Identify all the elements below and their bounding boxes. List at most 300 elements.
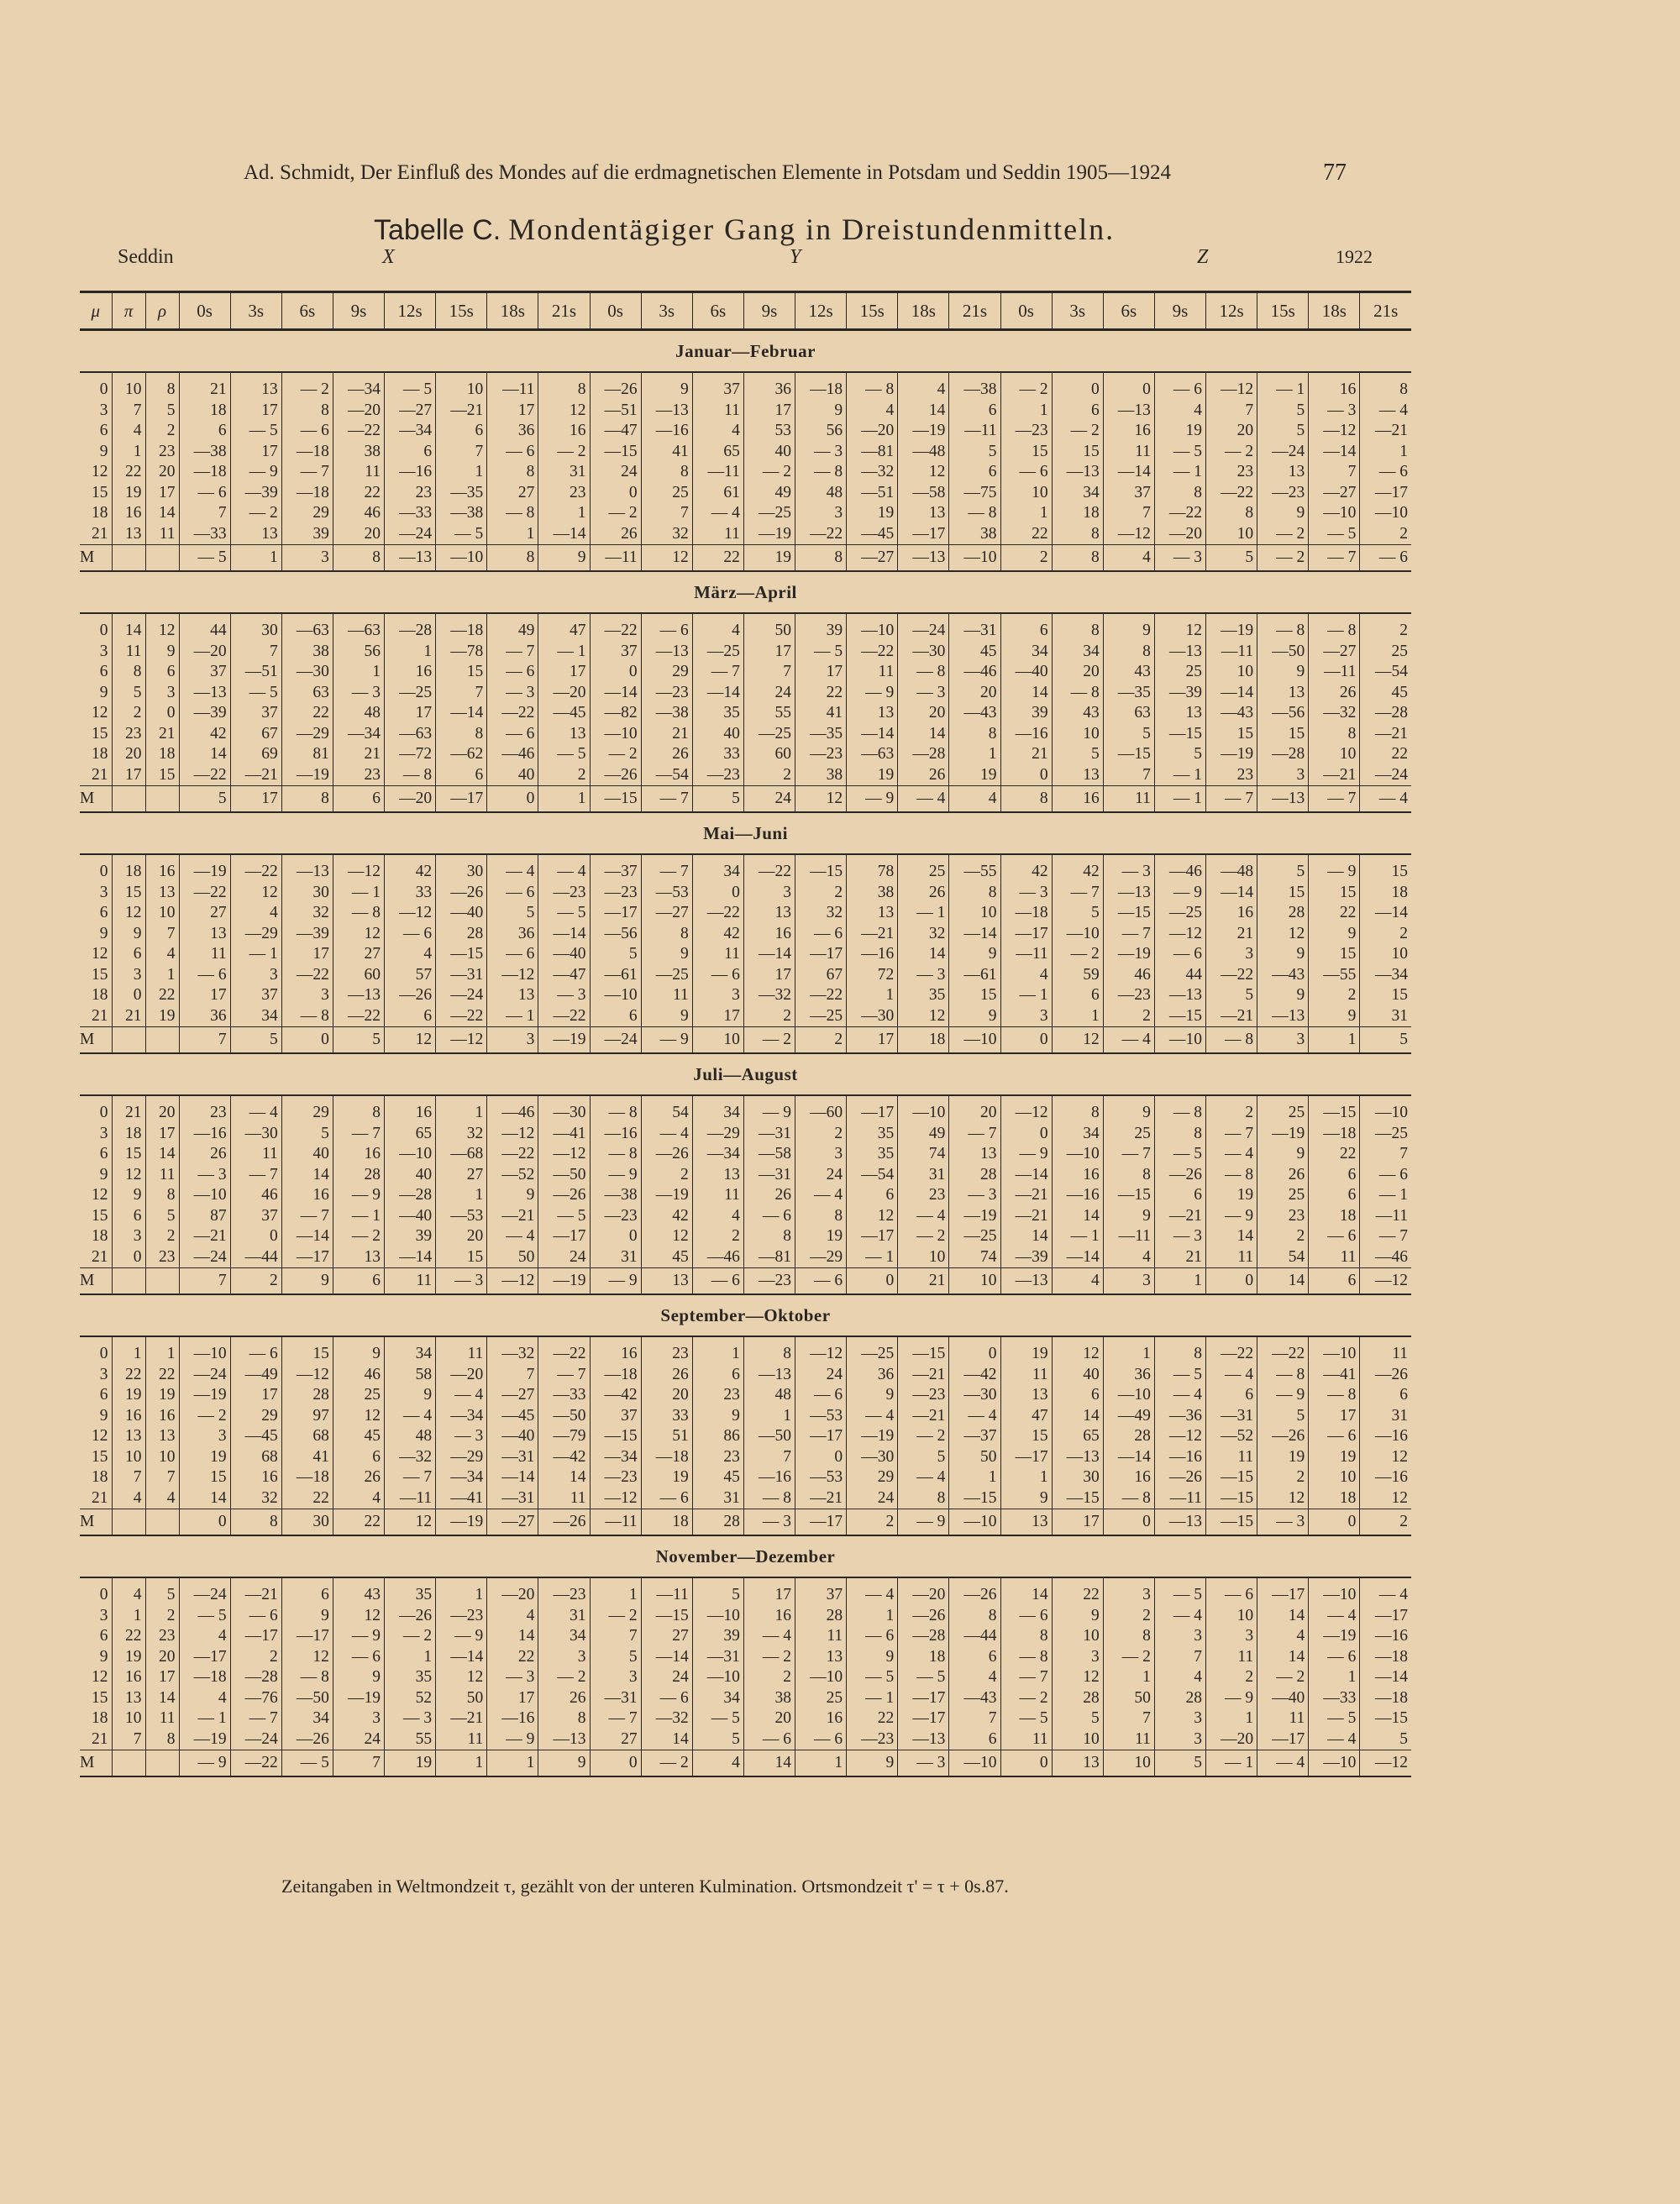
- table-cell: —10: [1360, 1095, 1411, 1124]
- table-cell: 24: [743, 683, 795, 704]
- table-cell: 14: [145, 503, 179, 524]
- table-cell: 2: [847, 1509, 898, 1536]
- table-cell: —32: [847, 462, 898, 483]
- table-cell: 4: [1000, 965, 1052, 986]
- table-cell: 1: [692, 1336, 743, 1365]
- table-cell: 11: [847, 662, 898, 683]
- group-heading-row: [80, 1053, 1411, 1095]
- table-cell: 15: [1360, 985, 1411, 1006]
- table-cell: —12: [1154, 1426, 1205, 1447]
- table-cell: [145, 1268, 179, 1295]
- table-cell: 15: [112, 883, 145, 904]
- table-cell: —42: [538, 1447, 590, 1468]
- table-cell: [112, 1509, 145, 1536]
- table-cell: — 2: [1257, 1667, 1309, 1688]
- table-cell: 34: [692, 854, 743, 883]
- table-cell: —14: [641, 1647, 692, 1668]
- z-component-label: Z: [1197, 246, 1209, 268]
- table-cell: 2: [1206, 1667, 1257, 1688]
- table-cell: 29: [847, 1467, 898, 1488]
- table-cell: —17: [590, 903, 641, 924]
- table-cell: —28: [898, 744, 949, 765]
- table-cell: 5: [1206, 985, 1257, 1006]
- table-cell: — 9: [590, 1268, 641, 1295]
- table-cell: 36: [487, 421, 538, 442]
- table-cell: 53: [743, 421, 795, 442]
- table-cell: —15: [436, 944, 487, 965]
- table-cell: 2: [1309, 985, 1360, 1006]
- table-cell: —46: [949, 662, 1000, 683]
- table-cell: 7: [1103, 503, 1154, 524]
- table-cell: 2: [692, 1226, 743, 1247]
- table-cell: 9: [112, 1185, 145, 1206]
- table-cell: 24: [590, 462, 641, 483]
- table-cell: 4: [1154, 1667, 1205, 1688]
- table-cell: 5: [230, 1027, 281, 1054]
- table-cell: —39: [1154, 683, 1205, 704]
- mean-row: [80, 1750, 1411, 1777]
- table-cell: —10: [1309, 1336, 1360, 1365]
- table-cell: 14: [1000, 1226, 1052, 1247]
- table-cell: 28: [1257, 903, 1309, 924]
- table-cell: —21: [1309, 765, 1360, 786]
- data-table: [80, 291, 1411, 1777]
- table-cell: — 6: [333, 1647, 384, 1668]
- table-cell: —23: [641, 683, 692, 704]
- column-header: 9s: [333, 292, 384, 330]
- table-cell: —18: [1360, 1647, 1411, 1668]
- table-cell: 86: [692, 1426, 743, 1447]
- table-cell: —23: [538, 883, 590, 904]
- table-cell: 1: [847, 985, 898, 1006]
- table-cell: — 6: [385, 924, 436, 945]
- column-header: 3s: [641, 292, 692, 330]
- table-cell: —12: [281, 1365, 333, 1386]
- table-cell: 26: [743, 1185, 795, 1206]
- table-cell: 13: [1052, 765, 1103, 786]
- table-cell: —17: [795, 944, 847, 965]
- table-cell: —17: [795, 1509, 847, 1536]
- table-cell: —53: [641, 883, 692, 904]
- table-cell: 60: [333, 965, 384, 986]
- table-cell: 34: [1000, 642, 1052, 663]
- table-cell: 12: [1257, 924, 1309, 945]
- table-cell: 18: [1309, 1206, 1360, 1227]
- table-cell: 26: [538, 1688, 590, 1709]
- table-cell: —10: [1052, 1144, 1103, 1165]
- table-cell: 7: [1154, 1647, 1205, 1668]
- table-cell: —14: [487, 1467, 538, 1488]
- table-cell: 32: [641, 524, 692, 545]
- table-cell: 8: [1052, 613, 1103, 642]
- table-row: [80, 1185, 1411, 1206]
- group-heading: März—April: [80, 571, 1411, 613]
- table-cell: 6: [99, 1145, 108, 1163]
- table-cell: 10: [1103, 1750, 1154, 1777]
- table-cell: 18: [112, 854, 145, 883]
- table-cell: —18: [641, 1447, 692, 1468]
- column-header: 21s: [538, 292, 590, 330]
- table-cell: — 2: [538, 442, 590, 463]
- table-cell: — 8: [1309, 1385, 1360, 1406]
- table-cell: 19: [641, 1467, 692, 1488]
- table-cell: —50: [1257, 642, 1309, 663]
- table-cell: 10: [898, 1247, 949, 1268]
- table-cell: —26: [949, 1577, 1000, 1606]
- table-cell: —56: [590, 924, 641, 945]
- table-cell: 3: [99, 1365, 108, 1383]
- table-cell: 12: [92, 945, 108, 963]
- table-cell: 31: [538, 462, 590, 483]
- table-cell: 20: [436, 1226, 487, 1247]
- group-heading: Juli—August: [80, 1053, 1411, 1095]
- table-cell: —81: [743, 1247, 795, 1268]
- table-cell: [145, 1027, 179, 1054]
- table-row: [80, 1688, 1411, 1709]
- table-cell: 11: [333, 462, 384, 483]
- table-cell: 5: [1257, 421, 1309, 442]
- table-cell: 14: [179, 744, 230, 765]
- table-cell: 6: [1309, 1185, 1360, 1206]
- table-cell: —22: [538, 1336, 590, 1365]
- table-cell: 12: [333, 1406, 384, 1427]
- table-cell: — 6: [1360, 545, 1411, 572]
- table-cell: 12: [1052, 1667, 1103, 1688]
- table-cell: 8: [743, 1336, 795, 1365]
- table-cell: 45: [641, 1247, 692, 1268]
- table-cell: 13: [145, 883, 179, 904]
- table-cell: 27: [590, 1729, 641, 1750]
- table-cell: [112, 1027, 145, 1054]
- table-cell: — 9: [1206, 1206, 1257, 1227]
- table-cell: 1: [847, 1606, 898, 1627]
- table-cell: — 3: [1257, 1509, 1309, 1536]
- table-cell: — 3: [1000, 883, 1052, 904]
- table-cell: 11: [1206, 1447, 1257, 1468]
- table-cell: 18: [92, 1468, 108, 1487]
- table-cell: —46: [487, 1095, 538, 1124]
- table-cell: 9: [847, 1750, 898, 1777]
- table-cell: 17: [230, 442, 281, 463]
- table-cell: —11: [949, 421, 1000, 442]
- table-cell: 12: [385, 1027, 436, 1054]
- column-header: 18s: [898, 292, 949, 330]
- table-cell: — 3: [385, 1708, 436, 1729]
- table-cell: — 6: [487, 442, 538, 463]
- table-cell: 1: [145, 1336, 179, 1365]
- table-cell: 0: [590, 1226, 641, 1247]
- table-cell: — 7: [949, 1124, 1000, 1145]
- table-cell: 22: [333, 483, 384, 504]
- table-cell: —22: [795, 524, 847, 545]
- table-cell: —41: [538, 1124, 590, 1145]
- table-cell: 18: [1309, 1488, 1360, 1509]
- table-cell: —14: [1360, 1667, 1411, 1688]
- table-cell: —20: [179, 642, 230, 663]
- table-cell: —31: [949, 613, 1000, 642]
- table-cell: 1: [743, 1406, 795, 1427]
- table-cell: 55: [385, 1729, 436, 1750]
- table-cell: 1: [230, 545, 281, 572]
- table-cell: — 2: [590, 503, 641, 524]
- table-cell: — 2: [1103, 1647, 1154, 1668]
- table-cell: 24: [538, 1247, 590, 1268]
- table-cell: 39: [1000, 703, 1052, 724]
- table-cell: 7: [230, 642, 281, 663]
- table-row: [80, 1365, 1411, 1386]
- table-cell: 15: [92, 483, 108, 501]
- table-cell: 23: [692, 1385, 743, 1406]
- table-cell: 31: [1360, 1406, 1411, 1427]
- table-cell: — 9: [847, 683, 898, 704]
- table-cell: 18: [92, 1227, 108, 1246]
- table-cell: 23: [112, 724, 145, 745]
- table-cell: 58: [385, 1365, 436, 1386]
- table-cell: — 8: [795, 462, 847, 483]
- table-cell: 81: [281, 744, 333, 765]
- table-cell: —56: [1257, 703, 1309, 724]
- table-cell: 20: [145, 462, 179, 483]
- table-cell: 8: [281, 401, 333, 422]
- table-cell: 18: [898, 1027, 949, 1054]
- table-cell: —58: [743, 1144, 795, 1165]
- mean-label: M: [80, 1268, 112, 1295]
- table-cell: — 5: [1309, 524, 1360, 545]
- table-cell: —13: [1154, 1509, 1205, 1536]
- column-header: 9s: [743, 292, 795, 330]
- table-cell: 1: [436, 1095, 487, 1124]
- table-cell: 18: [92, 986, 108, 1005]
- table-cell: 16: [1103, 1467, 1154, 1488]
- table-cell: 0: [590, 483, 641, 504]
- table-cell: — 8: [847, 372, 898, 401]
- table-row: [80, 924, 1411, 945]
- table-cell: —50: [538, 1406, 590, 1427]
- table-cell: — 8: [281, 1667, 333, 1688]
- table-cell: — 6: [1309, 1426, 1360, 1447]
- table-cell: 9: [1103, 613, 1154, 642]
- column-header: ρ: [145, 292, 179, 330]
- table-cell: —17: [847, 1095, 898, 1124]
- table-cell: —17: [795, 1426, 847, 1447]
- table-cell: 17: [230, 1385, 281, 1406]
- table-cell: — 6: [1309, 1647, 1360, 1668]
- table-cell: — 4: [898, 1206, 949, 1227]
- table-cell: 12: [333, 1606, 384, 1627]
- table-cell: —14: [1206, 883, 1257, 904]
- table-cell: — 8: [487, 503, 538, 524]
- table-cell: — 4: [1360, 401, 1411, 422]
- table-cell: —34: [692, 1144, 743, 1165]
- table-cell: —12: [487, 1124, 538, 1145]
- table-cell: 2: [1206, 1095, 1257, 1124]
- table-row: [80, 483, 1411, 504]
- table-cell: —43: [1257, 965, 1309, 986]
- table-cell: — 5: [1154, 1365, 1205, 1386]
- table-cell: 13: [230, 524, 281, 545]
- table-cell: — 8: [333, 903, 384, 924]
- table-cell: 13: [795, 1647, 847, 1668]
- table-cell: 14: [179, 1488, 230, 1509]
- table-cell: 25: [1103, 1124, 1154, 1145]
- table-cell: —22: [487, 703, 538, 724]
- table-cell: 13: [230, 372, 281, 401]
- table-cell: —18: [795, 372, 847, 401]
- table-cell: —29: [692, 1124, 743, 1145]
- table-cell: 8: [1154, 1124, 1205, 1145]
- table-cell: [112, 1268, 145, 1295]
- table-cell: 0: [281, 1027, 333, 1054]
- table-cell: 23: [333, 765, 384, 786]
- column-header: 0s: [590, 292, 641, 330]
- table-cell: —23: [590, 1206, 641, 1227]
- table-cell: 1: [538, 503, 590, 524]
- table-cell: — 4: [847, 1577, 898, 1606]
- table-cell: 9: [795, 401, 847, 422]
- table-cell: —21: [230, 1577, 281, 1606]
- table-cell: —46: [1154, 854, 1205, 883]
- table-cell: 23: [385, 483, 436, 504]
- table-cell: 10: [145, 1447, 179, 1468]
- table-cell: 5: [1052, 903, 1103, 924]
- table-cell: 6: [333, 1268, 384, 1295]
- table-cell: 14: [1000, 683, 1052, 704]
- table-cell: 37: [179, 662, 230, 683]
- table-cell: 2: [1257, 1467, 1309, 1488]
- table-row: [80, 524, 1411, 545]
- table-cell: — 4: [1206, 1144, 1257, 1165]
- table-cell: 29: [641, 662, 692, 683]
- table-cell: — 5: [230, 421, 281, 442]
- table-cell: 46: [333, 1365, 384, 1386]
- table-cell: 10: [1206, 524, 1257, 545]
- table-cell: —76: [230, 1688, 281, 1709]
- table-row: [80, 1406, 1411, 1427]
- table-cell: 9: [1257, 662, 1309, 683]
- table-cell: 9: [99, 924, 108, 942]
- table-cell: — 3: [436, 1426, 487, 1447]
- table-cell: —13: [1000, 1268, 1052, 1295]
- table-cell: 49: [487, 613, 538, 642]
- table-cell: — 3: [333, 683, 384, 704]
- table-cell: —35: [795, 724, 847, 745]
- table-cell: — 8: [1103, 1488, 1154, 1509]
- table-cell: — 2: [230, 503, 281, 524]
- table-cell: 22: [333, 1509, 384, 1536]
- table-row: [80, 703, 1411, 724]
- table-cell: 19: [743, 545, 795, 572]
- table-cell: — 4: [898, 1467, 949, 1488]
- table-cell: 36: [743, 372, 795, 401]
- table-cell: 13: [949, 1144, 1000, 1165]
- table-cell: —15: [795, 854, 847, 883]
- table-cell: 10: [1309, 1467, 1360, 1488]
- table-cell: 18: [641, 1509, 692, 1536]
- table-cell: — 7: [590, 1708, 641, 1729]
- table-cell: —20: [385, 786, 436, 813]
- table-cell: —28: [898, 1626, 949, 1647]
- table-cell: 10: [1309, 744, 1360, 765]
- table-cell: —23: [1103, 985, 1154, 1006]
- table-cell: 7: [641, 503, 692, 524]
- table-cell: 14: [1052, 1206, 1103, 1227]
- table-cell: —54: [641, 765, 692, 786]
- table-cell: —23: [692, 765, 743, 786]
- table-cell: 27: [333, 944, 384, 965]
- table-cell: — 8: [1052, 683, 1103, 704]
- table-cell: 10: [1206, 1606, 1257, 1627]
- table-cell: 20: [1206, 421, 1257, 442]
- table-cell: —47: [538, 965, 590, 986]
- group-heading-row: [80, 1535, 1411, 1577]
- table-cell: —12: [1309, 421, 1360, 442]
- table-cell: 30: [230, 613, 281, 642]
- table-cell: — 7: [230, 1708, 281, 1729]
- table-cell: —15: [590, 1426, 641, 1447]
- table-cell: 35: [847, 1124, 898, 1145]
- table-cell: 2: [1360, 1509, 1411, 1536]
- table-cell: —60: [795, 1095, 847, 1124]
- table-cell: 72: [847, 965, 898, 986]
- table-cell: —50: [538, 1165, 590, 1186]
- table-cell: 12: [1154, 613, 1205, 642]
- table-cell: —40: [487, 1426, 538, 1447]
- table-cell: — 2: [743, 462, 795, 483]
- table-cell: —14: [1052, 1247, 1103, 1268]
- table-cell: 23: [692, 1447, 743, 1468]
- table-cell: 5: [1257, 854, 1309, 883]
- table-cell: —48: [1206, 854, 1257, 883]
- table-cell: 19: [145, 1006, 179, 1027]
- table-cell: — 1: [1154, 786, 1205, 813]
- table-cell: —22: [333, 1006, 384, 1027]
- table-cell: —40: [1257, 1688, 1309, 1709]
- table-cell: 16: [112, 1667, 145, 1688]
- table-cell: — 7: [538, 1365, 590, 1386]
- table-cell: —17: [1257, 1729, 1309, 1750]
- table-cell: —39: [1000, 1247, 1052, 1268]
- table-cell: 16: [145, 854, 179, 883]
- table-row: [80, 462, 1411, 483]
- table-cell: 6: [99, 1627, 108, 1645]
- table-cell: 11: [692, 401, 743, 422]
- table-cell: 37: [692, 372, 743, 401]
- table-row: [80, 854, 1411, 883]
- table-cell: —24: [1257, 442, 1309, 463]
- table-cell: 4: [112, 1577, 145, 1606]
- table-cell: 8: [230, 1509, 281, 1536]
- table-cell: 3: [1154, 1626, 1205, 1647]
- table-cell: —10: [1309, 1577, 1360, 1606]
- table-cell: 4: [692, 1206, 743, 1227]
- table-cell: 38: [847, 883, 898, 904]
- table-cell: 35: [692, 703, 743, 724]
- table-cell: 19: [795, 1226, 847, 1247]
- table-cell: 22: [112, 1365, 145, 1386]
- table-cell: 8: [1154, 483, 1205, 504]
- table-cell: 51: [641, 1426, 692, 1447]
- table-cell: —34: [436, 1406, 487, 1427]
- table-cell: —25: [949, 1226, 1000, 1247]
- table-cell: 5: [179, 786, 230, 813]
- table-cell: 4: [179, 1688, 230, 1709]
- table-cell: 1: [1206, 1708, 1257, 1729]
- table-cell: 8: [538, 1708, 590, 1729]
- table-cell: — 3: [898, 965, 949, 986]
- table-cell: 3: [743, 883, 795, 904]
- table-cell: 65: [1052, 1426, 1103, 1447]
- table-cell: —21: [179, 1226, 230, 1247]
